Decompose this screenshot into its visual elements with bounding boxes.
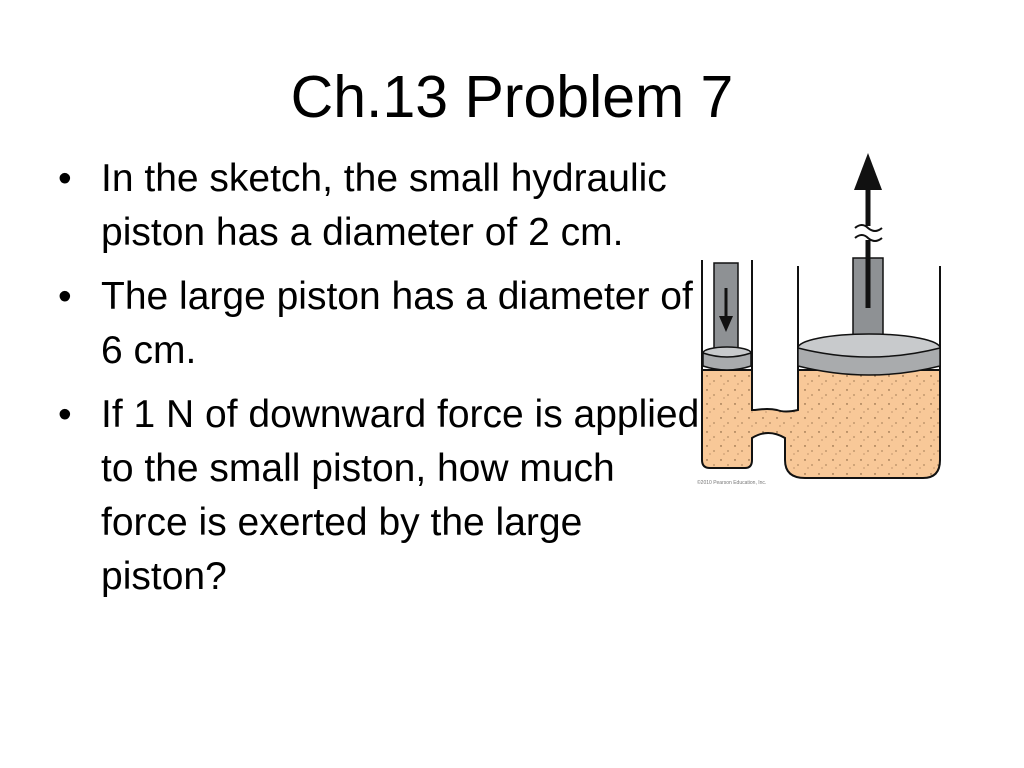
bullet-text: In the sketch, the small hydraulic piston has a diameter of 2 cm.: [101, 157, 667, 254]
bullet-item: [58, 152, 708, 260]
bullet-marker: •: [58, 393, 72, 436]
bullet-marker: •: [58, 157, 72, 200]
hydraulic-fluid: [702, 370, 940, 478]
image-credit: ©2010 Pearson Education, Inc.: [697, 480, 767, 486]
bullet-item: [58, 270, 708, 378]
hydraulic-press-figure: [690, 148, 952, 493]
slide-title: Ch.13 Problem 7: [290, 64, 734, 130]
bullet-text: The large piston has a diameter of 6 cm.: [101, 275, 693, 372]
bullet-marker: •: [58, 275, 72, 318]
bullet-item: [58, 388, 708, 604]
bullet-list: [58, 152, 708, 614]
bullet-text: If 1 N of downward force is applied to the small piston, how much force is exerted by the large piston?: [101, 393, 700, 598]
